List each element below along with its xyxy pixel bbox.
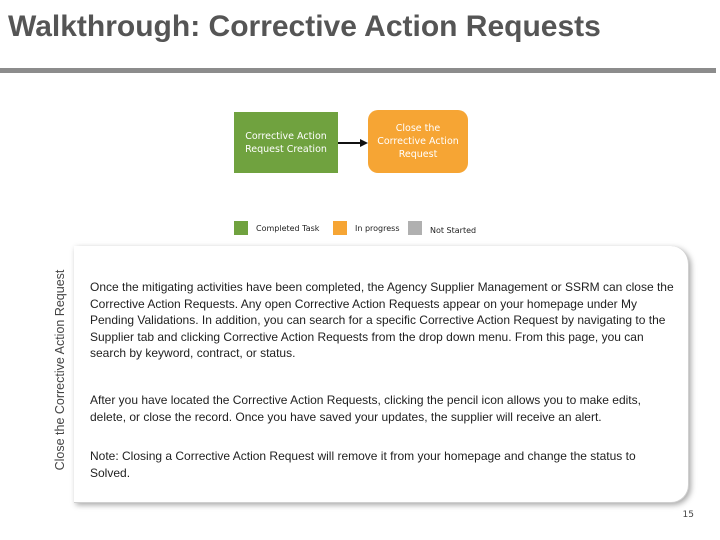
flow-step-creation: [234, 112, 338, 173]
paragraph-edit: After you have located the Corrective Action Requests, clicking the pencil icon allows you to make edits, delete, or close the record. Once you have saved your updates, the supplier will receive an alert.: [90, 393, 641, 424]
flow-step-creation-label: Corrective Action Request Creation: [245, 130, 327, 155]
legend-swatch-in-progress: [333, 221, 347, 235]
legend-label-not-started: Not Started: [430, 226, 477, 235]
legend-swatch-not-started: [408, 221, 422, 235]
title-divider: [0, 68, 716, 73]
slide-title: Walkthrough: Corrective Action Requests: [8, 10, 601, 43]
paragraph-note: Note: Closing a Corrective Action Request will remove it from your homepage and change the status to Solved.: [90, 449, 636, 480]
legend-label-in-progress: In progress: [355, 224, 400, 233]
flow-step-close-label: Close the Corrective Action Request: [377, 123, 459, 160]
legend-swatch-completed: [234, 221, 248, 235]
page-number: 15: [682, 510, 694, 520]
paragraph-intro: Once the mitigating activities have been completed, the Agency Supplier Management or SSRM can close the Corrective Action Requests. Any open Corrective Action Requests appear on your homepage under My Pending Validations. In addition, you can search for a specific Corrective Action Request by navigating to the Supplier tab and clicking Corrective Action Requests from the drop down menu. From this page, you can search by keyword, contract, or status.: [90, 280, 674, 360]
legend-label-completed: Completed Task: [256, 224, 320, 233]
flow-step-close: [368, 110, 468, 173]
section-side-label: Close the Corrective Action Request: [53, 269, 67, 471]
flow-arrow-icon: [338, 139, 368, 147]
